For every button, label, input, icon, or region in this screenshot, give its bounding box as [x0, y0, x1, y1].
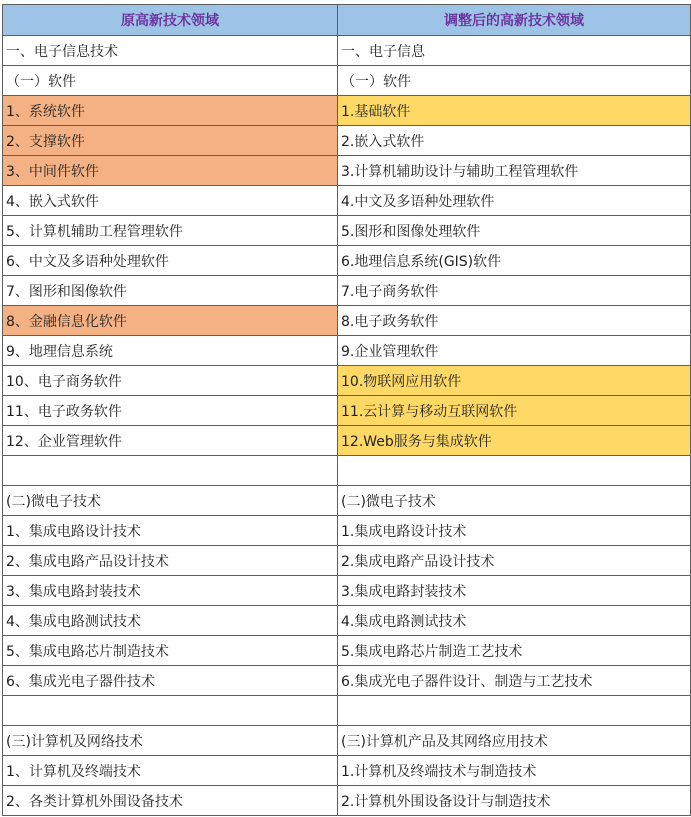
table-row: [3, 666, 691, 696]
original-field-cell: (三)计算机及网络技术: [3, 726, 338, 756]
comparison-table: [2, 4, 691, 816]
original-field-cell: [3, 456, 338, 486]
adjusted-field-cell: 10.物联网应用软件: [338, 366, 691, 396]
table-row: [3, 216, 691, 246]
table-row: [3, 246, 691, 276]
original-field-cell: 4、集成电路测试技术: [3, 606, 338, 636]
adjusted-field-cell: (二)微电子技术: [338, 486, 691, 516]
table-row: [3, 786, 691, 816]
header-original-fields: 原高新技术领域: [3, 5, 338, 36]
adjusted-field-cell: 12.Web服务与集成软件: [338, 426, 691, 456]
table-row: [3, 756, 691, 786]
original-field-cell: 8、金融信息化软件: [3, 306, 338, 336]
adjusted-field-cell: 7.电子商务软件: [338, 276, 691, 306]
table-row: [3, 606, 691, 636]
table-row: [3, 306, 691, 336]
adjusted-field-cell: 1.基础软件: [338, 96, 691, 126]
original-field-cell: 12、企业管理软件: [3, 426, 338, 456]
table-row: [3, 96, 691, 126]
original-field-cell: 2、集成电路产品设计技术: [3, 546, 338, 576]
original-field-cell: 7、图形和图像软件: [3, 276, 338, 306]
table-row: [3, 516, 691, 546]
table-row: [3, 546, 691, 576]
table-row: [3, 276, 691, 306]
original-field-cell: 1、系统软件: [3, 96, 338, 126]
adjusted-field-cell: 5.图形和图像处理软件: [338, 216, 691, 246]
adjusted-field-cell: 6.集成光电子器件设计、制造与工艺技术: [338, 666, 691, 696]
table-row: [3, 396, 691, 426]
table-row: [3, 366, 691, 396]
table-row: [3, 36, 691, 66]
adjusted-field-cell: 3.集成电路封装技术: [338, 576, 691, 606]
adjusted-field-cell: （一）软件: [338, 66, 691, 96]
adjusted-field-cell: (三)计算机产品及其网络应用技术: [338, 726, 691, 756]
original-field-cell: 6、集成光电子器件技术: [3, 666, 338, 696]
adjusted-field-cell: 8.电子政务软件: [338, 306, 691, 336]
adjusted-field-cell: 6.地理信息系统(GIS)软件: [338, 246, 691, 276]
table-row: [3, 636, 691, 666]
original-field-cell: (二)微电子技术: [3, 486, 338, 516]
original-field-cell: 5、计算机辅助工程管理软件: [3, 216, 338, 246]
adjusted-field-cell: 3.计算机辅助设计与辅助工程管理软件: [338, 156, 691, 186]
original-field-cell: [3, 696, 338, 726]
original-field-cell: 9、地理信息系统: [3, 336, 338, 366]
original-field-cell: 1、集成电路设计技术: [3, 516, 338, 546]
table-row: [3, 576, 691, 606]
adjusted-field-cell: 1.计算机及终端技术与制造技术: [338, 756, 691, 786]
adjusted-field-cell: [338, 696, 691, 726]
adjusted-field-cell: 1.集成电路设计技术: [338, 516, 691, 546]
header-adjusted-fields: 调整后的高新技术领域: [338, 5, 691, 36]
table-row: [3, 456, 691, 486]
adjusted-field-cell: [338, 456, 691, 486]
original-field-cell: 6、中文及多语种处理软件: [3, 246, 338, 276]
adjusted-field-cell: 4.集成电路测试技术: [338, 606, 691, 636]
table-row: [3, 66, 691, 96]
original-field-cell: 1、计算机及终端技术: [3, 756, 338, 786]
adjusted-field-cell: 4.中文及多语种处理软件: [338, 186, 691, 216]
original-field-cell: （一）软件: [3, 66, 338, 96]
adjusted-field-cell: 2.嵌入式软件: [338, 126, 691, 156]
table-row: [3, 426, 691, 456]
adjusted-field-cell: 5.集成电路芯片制造工艺技术: [338, 636, 691, 666]
adjusted-field-cell: 一、电子信息: [338, 36, 691, 66]
adjusted-field-cell: 2.计算机外围设备设计与制造技术: [338, 786, 691, 816]
table-row: [3, 156, 691, 186]
original-field-cell: 11、电子政务软件: [3, 396, 338, 426]
table-row: [3, 726, 691, 756]
original-field-cell: 10、电子商务软件: [3, 366, 338, 396]
original-field-cell: 3、中间件软件: [3, 156, 338, 186]
table-row: [3, 336, 691, 366]
original-field-cell: 3、集成电路封装技术: [3, 576, 338, 606]
table-row: [3, 186, 691, 216]
original-field-cell: 4、嵌入式软件: [3, 186, 338, 216]
adjusted-field-cell: 9.企业管理软件: [338, 336, 691, 366]
adjusted-field-cell: 2.集成电路产品设计技术: [338, 546, 691, 576]
original-field-cell: 5、集成电路芯片制造技术: [3, 636, 338, 666]
original-field-cell: 一、电子信息技术: [3, 36, 338, 66]
original-field-cell: 2、各类计算机外围设备技术: [3, 786, 338, 816]
table-row: [3, 696, 691, 726]
header-row: [3, 5, 691, 36]
table-row: [3, 486, 691, 516]
original-field-cell: 2、支撑软件: [3, 126, 338, 156]
adjusted-field-cell: 11.云计算与移动互联网软件: [338, 396, 691, 426]
table-row: [3, 126, 691, 156]
